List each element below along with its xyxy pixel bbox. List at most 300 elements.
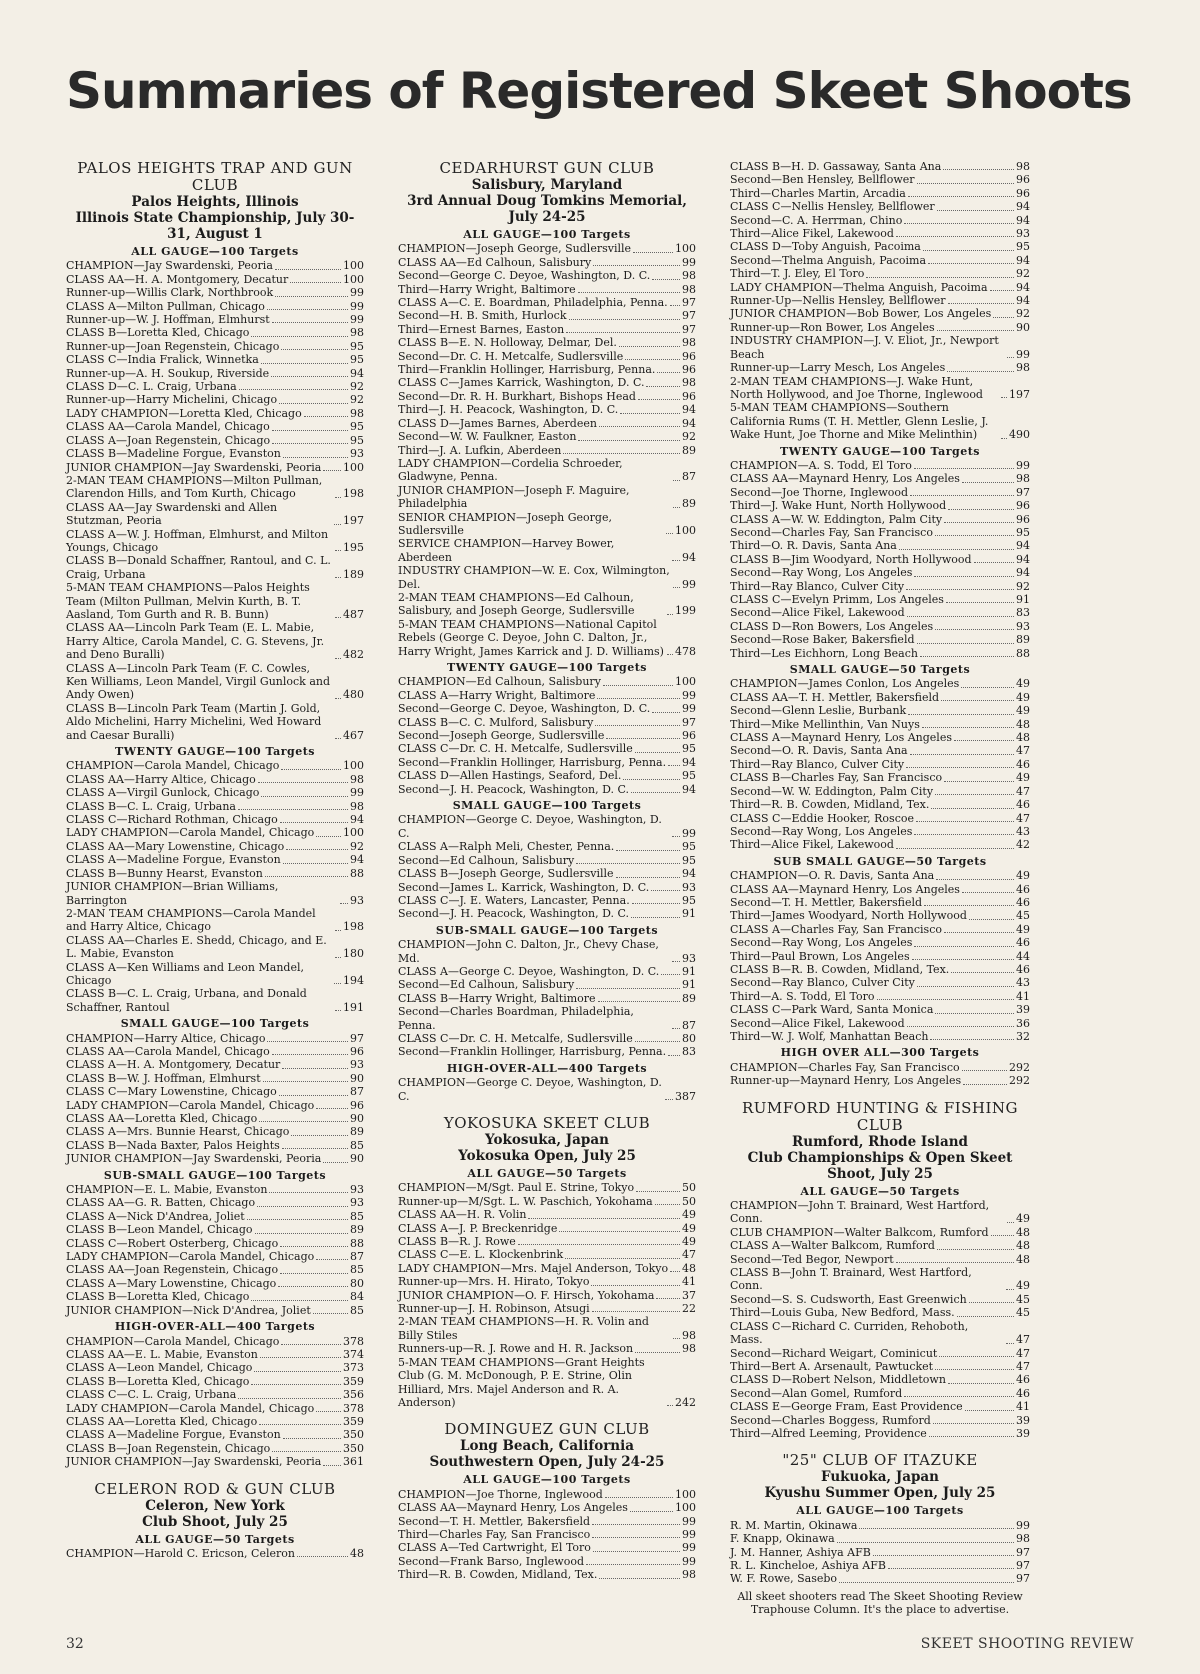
result-name <box>66 1277 350 1290</box>
result-row <box>730 1293 1030 1306</box>
result-score: 100 <box>343 272 364 286</box>
result-row <box>730 1199 1030 1226</box>
event-name: Kyushu Summer Open, July 25 <box>764 1485 996 1502</box>
result-row <box>730 1400 1030 1413</box>
result-row <box>398 1289 696 1302</box>
result-name-text: CLASS B—Donald Schaffner, Rantoul, and C. L. Craig, Urbana <box>66 554 331 581</box>
result-row <box>66 1210 364 1223</box>
club-section <box>398 160 696 1103</box>
result-name <box>398 1032 682 1045</box>
division-heading: SUB SMALL GAUGE—50 Targets <box>773 854 987 868</box>
result-name <box>398 1045 682 1058</box>
result-name-text: Second—O. R. Davis, Santa Ana <box>730 744 908 758</box>
result-row <box>398 1262 696 1275</box>
result-name-text: CLASS B—E. N. Holloway, Delmar, Del. <box>398 336 617 350</box>
result-row <box>66 813 364 826</box>
result-name-text: 5-MAN TEAM CHAMPIONS—Southern California Rums (T. H. Mettler, Glenn Leslie, J. Wake Hunt, Joe Thorne and Mike Melinthin) <box>730 401 989 442</box>
result-row <box>730 1347 1030 1360</box>
result-name-text: SENIOR CHAMPION—Joseph George, Sudlersville <box>398 510 612 537</box>
division-heading: SMALL GAUGE—50 Targets <box>789 663 971 677</box>
division-heading: SUB-SMALL GAUGE—100 Targets <box>103 1168 327 1182</box>
result-score: 41 <box>682 1275 696 1289</box>
result-name-text: Third—Bert A. Arsenault, Pawtucket <box>730 1359 934 1373</box>
result-row <box>730 214 1030 227</box>
result-score: 42 <box>1016 838 1030 852</box>
club-section <box>66 160 364 1469</box>
result-name <box>398 283 682 296</box>
result-row <box>730 731 1030 744</box>
result-row <box>398 689 696 702</box>
result-row <box>66 393 364 406</box>
result-name-text: JUNIOR CHAMPION—Brian Williams, Barrington <box>66 880 279 907</box>
result-row <box>730 869 1030 882</box>
result-name-text: Runners-up—R. J. Rowe and H. R. Jackson <box>398 1342 634 1356</box>
result-name <box>730 936 1016 949</box>
division-heading: HIGH OVER ALL—300 Targets <box>780 1046 980 1060</box>
result-score: 50 <box>682 1194 696 1208</box>
result-score: 46 <box>1016 895 1030 909</box>
result-score: 99 <box>350 313 364 327</box>
result-score: 49 <box>682 1235 696 1249</box>
result-row <box>398 867 696 880</box>
result-name <box>730 1414 1016 1427</box>
result-row <box>66 1335 364 1348</box>
result-name <box>398 840 682 853</box>
result-row <box>66 1085 364 1098</box>
result-name <box>66 461 343 474</box>
result-row <box>66 961 364 988</box>
result-name <box>398 256 682 269</box>
result-score: 88 <box>350 1236 364 1250</box>
result-name-text: Second—Charles Fay, San Francisco <box>730 525 933 539</box>
result-row <box>66 1415 364 1428</box>
result-score: 94 <box>682 416 696 430</box>
result-score: 99 <box>350 286 364 300</box>
result-name <box>66 1442 343 1455</box>
result-name-text: Third—Charles Fay, San Francisco <box>398 1527 591 1541</box>
result-name <box>730 1293 1016 1306</box>
result-row <box>398 1568 696 1581</box>
result-score: 99 <box>682 702 696 716</box>
result-name <box>66 1304 350 1317</box>
result-name-text: Second—Ray Wong, Los Angeles <box>730 824 913 838</box>
result-name <box>398 854 682 867</box>
result-name-text: CHAMPION—Carola Mandel, Chicago <box>66 1334 280 1348</box>
advertising-note: All skeet shooters read The Skeet Shooting Review Traphouse Column. It's the place to advertise. <box>737 1589 1023 1616</box>
result-name <box>398 965 682 978</box>
division-heading: ALL GAUGE—50 Targets <box>467 1167 627 1180</box>
result-score: 96 <box>682 363 696 377</box>
result-score: 89 <box>682 443 696 457</box>
result-name-text: Runner-up—A. H. Soukup, Riverside <box>66 366 270 380</box>
result-row <box>730 691 1030 704</box>
result-name-text: CLASS B—Joseph George, Sudlersville <box>398 867 614 881</box>
result-name-text: CLASS C—Dr. C. H. Metcalfe, Sudlersville <box>398 1031 633 1045</box>
result-row <box>398 417 696 430</box>
result-score: 87 <box>682 470 696 484</box>
result-name-text: INDUSTRY CHAMPION—J. V. Eliot, Jr., Newport Beach <box>730 334 999 361</box>
result-name-text: CLASS D—James Barnes, Aberdeen <box>398 416 597 430</box>
result-row <box>398 1555 696 1568</box>
result-name <box>730 281 1016 294</box>
result-name-text: CLASS AA—Loretta Kled, Chicago <box>66 1414 258 1428</box>
result-name-text: CLASS AA—T. H. Mettler, Bakersfield <box>730 690 940 704</box>
result-score: 100 <box>675 242 696 256</box>
result-name-text: SERVICE CHAMPION—Harvey Bower, Aberdeen <box>398 537 615 564</box>
result-name-text: Second—Ray Wong, Los Angeles <box>730 566 913 580</box>
result-score: 22 <box>682 1302 696 1316</box>
result-name <box>66 474 343 501</box>
result-row <box>398 1315 696 1342</box>
result-name <box>66 853 350 866</box>
result-name-text: LADY CHAMPION—Thelma Anguish, Pacoima <box>730 280 988 294</box>
result-row <box>730 254 1030 267</box>
result-name-text: CLASS D—Robert Nelson, Middletown <box>730 1373 946 1387</box>
result-row <box>398 881 696 894</box>
event-name: Club Championships & Open Skeet Shoot, July 25 <box>747 1149 1013 1182</box>
result-name-text: CLUB CHAMPION—Walter Balkcom, Rumford <box>730 1225 989 1239</box>
result-row <box>730 990 1030 1003</box>
result-name <box>730 1253 1016 1266</box>
club-location: Palos Heights, Illinois <box>131 194 299 210</box>
result-name-text: 5-MAN TEAM CHAMPIONS—National Capitol Rebels (George C. Deyoe, John C. Dalton, Jr., Harry Wright, James Karrick and J. D. Williams) <box>398 617 664 658</box>
result-name-text: INDUSTRY CHAMPION—W. E. Cox, Wilmington, Del. <box>398 564 670 591</box>
result-name-text: CLASS C—Nellis Hensley, Bellflower <box>730 200 935 214</box>
result-score: 92 <box>1016 267 1030 281</box>
result-name <box>66 326 350 339</box>
result-name <box>66 1032 350 1045</box>
result-score: 189 <box>343 567 364 581</box>
result-name-text: CHAMPION—John C. Dalton, Jr., Chevy Chase, Md. <box>398 938 659 965</box>
result-row <box>730 1414 1030 1427</box>
result-name-text: CLASS B—Madeline Forgue, Evanston <box>66 447 281 461</box>
result-name-text: CLASS D—C. L. Craig, Urbana <box>66 380 237 394</box>
result-score: 92 <box>1016 579 1030 593</box>
result-name-text: CLASS A—Maynard Henry, Los Angeles <box>730 731 952 745</box>
result-row <box>66 447 364 460</box>
result-row <box>398 1488 696 1501</box>
result-score: 94 <box>350 366 364 380</box>
result-score: 50 <box>682 1181 696 1195</box>
result-name-text: CLASS A—Walter Balkcom, Rumford <box>730 1239 935 1253</box>
result-name <box>730 883 1016 896</box>
result-row <box>398 1275 696 1288</box>
result-name-text: CLASS C—Richard Rothman, Chicago <box>66 813 278 827</box>
result-row <box>398 591 696 618</box>
result-row <box>66 759 364 772</box>
result-name-text: Second—Franklin Hollinger, Harrisburg, Penna. <box>398 1045 667 1059</box>
result-name-text: Runner-up—Willis Clark, Northbrook <box>66 286 274 300</box>
result-row <box>730 1559 1030 1572</box>
result-row <box>398 1541 696 1554</box>
result-row <box>66 1402 364 1415</box>
result-row <box>730 1320 1030 1347</box>
result-name-text: CLASS C—Richard C. Curriden, Rehoboth, Mass. <box>730 1319 969 1347</box>
result-row <box>66 300 364 313</box>
result-name-text: CLASS A—W. J. Hoffman, Elmhurst, and Milton Youngs, Chicago <box>66 527 329 554</box>
result-name <box>398 390 682 403</box>
result-score: 41 <box>1016 1400 1030 1414</box>
division-heading: SMALL GAUGE—100 Targets <box>452 799 642 813</box>
result-name-text: CHAMPION—Harold C. Ericson, Celeron <box>66 1546 295 1560</box>
result-name-text: CLASS AA—G. R. Batten, Chicago <box>66 1196 256 1210</box>
result-name-text: CLASS A—Milton Pullman, Chicago <box>66 299 265 313</box>
result-score: 197 <box>343 514 364 528</box>
result-score: 96 <box>682 349 696 363</box>
result-name <box>398 1515 682 1528</box>
result-name-text: CHAMPION—George C. Deyoe, Washington, D. C. <box>398 813 662 840</box>
result-name-text: CLASS A—H. A. Montgomery, Decatur <box>66 1058 281 1072</box>
result-name <box>730 691 1016 704</box>
result-name <box>66 407 350 420</box>
result-name-text: Second—George C. Deyoe, Washington, D. C. <box>398 269 651 283</box>
result-score: 94 <box>1016 280 1030 294</box>
result-row <box>730 633 1030 646</box>
result-name <box>730 240 1016 253</box>
result-row <box>730 526 1030 539</box>
result-score: 94 <box>1016 213 1030 227</box>
result-row <box>730 1519 1030 1532</box>
result-score: 194 <box>343 973 364 987</box>
result-row <box>730 1239 1030 1252</box>
result-row <box>398 309 696 322</box>
event-name: Yokosuka Open, July 25 <box>458 1148 636 1164</box>
result-row <box>398 1356 696 1410</box>
result-row <box>66 621 364 661</box>
event-name: Club Shoot, July 25 <box>142 1513 288 1530</box>
result-name-text: Third—W. J. Wolf, Manhattan Beach <box>730 1030 929 1043</box>
result-name-text: Third—Les Eichhorn, Long Beach <box>730 646 918 660</box>
result-name-text: CLASS A—Joan Regenstein, Chicago <box>66 433 271 447</box>
result-row <box>66 420 364 433</box>
result-name-text: CLASS A—Harry Wright, Baltimore <box>398 688 596 702</box>
result-row <box>398 1501 696 1514</box>
result-row <box>730 1427 1030 1440</box>
result-name <box>398 1302 682 1315</box>
result-name-text: CHAMPION—James Conlon, Los Angeles <box>730 677 960 691</box>
result-name <box>398 1315 682 1342</box>
result-name <box>730 950 1016 963</box>
result-name <box>730 771 1016 784</box>
result-name <box>730 869 1016 882</box>
result-name <box>66 1375 343 1388</box>
division-heading: TWENTY GAUGE—100 Targets <box>115 745 315 759</box>
result-row <box>730 267 1030 280</box>
result-score: 97 <box>682 715 696 729</box>
result-score: 95 <box>350 433 364 447</box>
result-name <box>66 528 343 555</box>
result-name-text: CLASS AA—Carola Mandel, Chicago <box>66 1044 270 1058</box>
division-heading: SMALL GAUGE—100 Targets <box>120 1017 310 1031</box>
result-row <box>730 459 1030 472</box>
result-name-text: Third—J. A. Lufkin, Aberdeen <box>398 443 562 457</box>
result-score: 90 <box>350 1071 364 1085</box>
result-row <box>66 353 364 366</box>
result-row <box>66 1223 364 1236</box>
result-name-text: 5-MAN TEAM CHAMPIONS—Palos Heights Team (Milton Pullman, Melvin Kurth, B. T. Aasland, Tom Gurth and R. B. Bunn) <box>66 581 310 621</box>
result-score: 97 <box>1016 1572 1030 1586</box>
result-name-text: Second—Ted Begor, Newport <box>730 1252 894 1266</box>
result-name-text: CHAMPION—Joseph George, Sudlersville <box>398 242 632 256</box>
result-name <box>398 363 682 376</box>
result-score: 88 <box>1016 646 1030 660</box>
result-row <box>398 840 696 853</box>
result-name <box>398 323 682 336</box>
result-score: 96 <box>1016 512 1030 526</box>
result-score: 37 <box>682 1288 696 1302</box>
result-score: 95 <box>682 893 696 907</box>
result-name-text: Second—W. W. Eddington, Palm City <box>730 784 934 798</box>
event-name: Southwestern Open, July 24-25 <box>429 1454 665 1471</box>
club-name: RUMFORD HUNTING & FISHING CLUB <box>741 1098 1019 1134</box>
result-row <box>730 896 1030 909</box>
result-name-text: Third—O. R. Davis, Santa Ana <box>730 539 897 553</box>
result-row <box>730 883 1030 896</box>
result-name <box>730 812 1016 825</box>
result-name <box>66 662 343 702</box>
result-name <box>730 539 1016 552</box>
result-row <box>66 1547 364 1560</box>
result-name-text: Second—W. W. Faulkner, Easton <box>398 430 577 444</box>
result-name <box>730 923 1016 936</box>
result-score: 39 <box>1016 1003 1030 1017</box>
result-score: 198 <box>343 487 364 501</box>
result-name-text: CLASS AA—Mary Lowenstine, Chicago <box>66 839 285 853</box>
result-row <box>66 867 364 880</box>
result-name-text: CLASS B—Loretta Kled, Chicago <box>66 326 250 340</box>
result-score: 98 <box>350 406 364 420</box>
result-score: 100 <box>675 675 696 689</box>
result-name <box>66 1223 350 1236</box>
result-name <box>730 1061 1009 1074</box>
result-score: 92 <box>350 380 364 394</box>
result-row <box>730 963 1030 976</box>
result-score: 95 <box>1016 240 1030 254</box>
result-name <box>730 401 1009 441</box>
result-score: 98 <box>682 282 696 296</box>
result-name <box>730 294 1016 307</box>
result-row <box>398 376 696 389</box>
result-name <box>730 718 1016 731</box>
result-name <box>730 896 1016 909</box>
result-name-text: CLASS A—Ken Williams and Leon Mandel, Chicago <box>66 960 304 987</box>
result-name-text: 2-MAN TEAM CHAMPIONS—Milton Pullman, Clarendon Hills, and Tom Kurth, Chicago <box>66 473 323 501</box>
result-row <box>730 375 1030 402</box>
result-name <box>66 880 350 907</box>
result-score: 89 <box>682 497 696 511</box>
result-name-text: Second—C. A. Herrman, Chino <box>730 213 903 227</box>
result-score: 49 <box>1016 1212 1030 1226</box>
result-name <box>730 1306 1016 1319</box>
result-name <box>730 633 1016 646</box>
result-row <box>66 786 364 799</box>
result-name <box>730 1199 1016 1226</box>
result-row <box>730 294 1030 307</box>
result-row <box>398 1076 696 1103</box>
result-name <box>730 647 1016 660</box>
club-location: Rumford, Rhode Island <box>792 1133 968 1150</box>
result-score: 356 <box>343 1388 364 1402</box>
result-score: 87 <box>350 1250 364 1264</box>
result-score: 100 <box>343 826 364 840</box>
result-row <box>398 564 696 591</box>
result-score: 47 <box>1016 1359 1030 1373</box>
result-name-text: LADY CHAMPION—Carola Mandel, Chicago <box>66 1250 315 1264</box>
result-name <box>730 1387 1016 1400</box>
result-score: 91 <box>1016 593 1030 606</box>
result-name <box>66 259 343 272</box>
result-name <box>730 990 1016 1003</box>
result-score: 94 <box>1016 200 1030 214</box>
result-score: 98 <box>682 269 696 283</box>
result-score: 98 <box>350 799 364 813</box>
result-score: 46 <box>1016 798 1030 812</box>
result-name <box>66 393 350 406</box>
result-name-text: Third—Mike Mellinthin, Van Nuys <box>730 717 920 731</box>
result-row <box>66 1139 364 1152</box>
result-name <box>398 756 682 769</box>
result-name <box>730 214 1016 227</box>
result-row <box>398 1005 696 1032</box>
result-score: 46 <box>1016 1373 1030 1387</box>
result-name <box>730 486 1016 499</box>
result-name-text: Second—Ed Calhoun, Salisbury <box>398 853 575 867</box>
result-name <box>730 1572 1016 1585</box>
result-name <box>66 1125 350 1138</box>
result-name <box>398 376 682 389</box>
result-name <box>66 554 343 581</box>
result-name-text: R. M. Martin, Okinawa <box>730 1518 858 1532</box>
result-score: 49 <box>1016 677 1030 691</box>
result-row <box>730 187 1030 200</box>
result-row <box>730 771 1030 784</box>
result-score: 48 <box>682 1261 696 1275</box>
result-score: 198 <box>343 920 364 934</box>
result-name <box>730 1239 1016 1252</box>
result-name-text: Runner-up—M/Sgt. L. W. Paschich, Yokohama <box>398 1194 653 1208</box>
result-name-text: CLASS AA—Harry Altice, Chicago <box>66 772 256 786</box>
result-score: 94 <box>1016 566 1030 580</box>
result-name <box>730 173 1016 186</box>
result-name <box>730 731 1016 744</box>
result-name <box>398 716 682 729</box>
result-name-text: Second—Frank Barso, Inglewood <box>398 1554 585 1568</box>
result-name <box>66 759 343 772</box>
result-row <box>730 472 1030 485</box>
result-name-text: Runner-up—J. H. Robinson, Atsugi <box>398 1302 590 1316</box>
result-name-text: LADY CHAMPION—Mrs. Majel Anderson, Tokyo <box>398 1261 669 1275</box>
result-score: 80 <box>350 1276 364 1290</box>
result-name-text: 2-MAN TEAM CHAMPIONS—J. Wake Hunt, North Hollywood, and Joe Thorne, Inglewood <box>730 374 983 401</box>
result-name <box>730 513 1016 526</box>
result-row <box>66 1183 364 1196</box>
result-score: 85 <box>350 1138 364 1152</box>
result-name <box>730 1519 1016 1532</box>
result-score: 100 <box>343 460 364 474</box>
result-row <box>730 361 1030 374</box>
result-name-text: Second—Charles Boggess, Rumford <box>730 1413 931 1427</box>
result-name <box>66 1455 343 1468</box>
result-name <box>730 744 1016 757</box>
column-1 <box>66 160 364 1572</box>
result-name-text: CLASS C—Eddie Hooker, Roscoe <box>730 811 914 825</box>
result-name-text: JUNIOR CHAMPION—Joseph F. Maguire, Philadelphia <box>398 483 630 511</box>
result-row <box>730 647 1030 660</box>
result-row <box>730 553 1030 566</box>
result-name <box>398 1005 682 1032</box>
result-name-text: 2-MAN TEAM CHAMPIONS—H. R. Volin and Billy Stiles <box>398 1315 649 1342</box>
result-row <box>66 1388 364 1401</box>
